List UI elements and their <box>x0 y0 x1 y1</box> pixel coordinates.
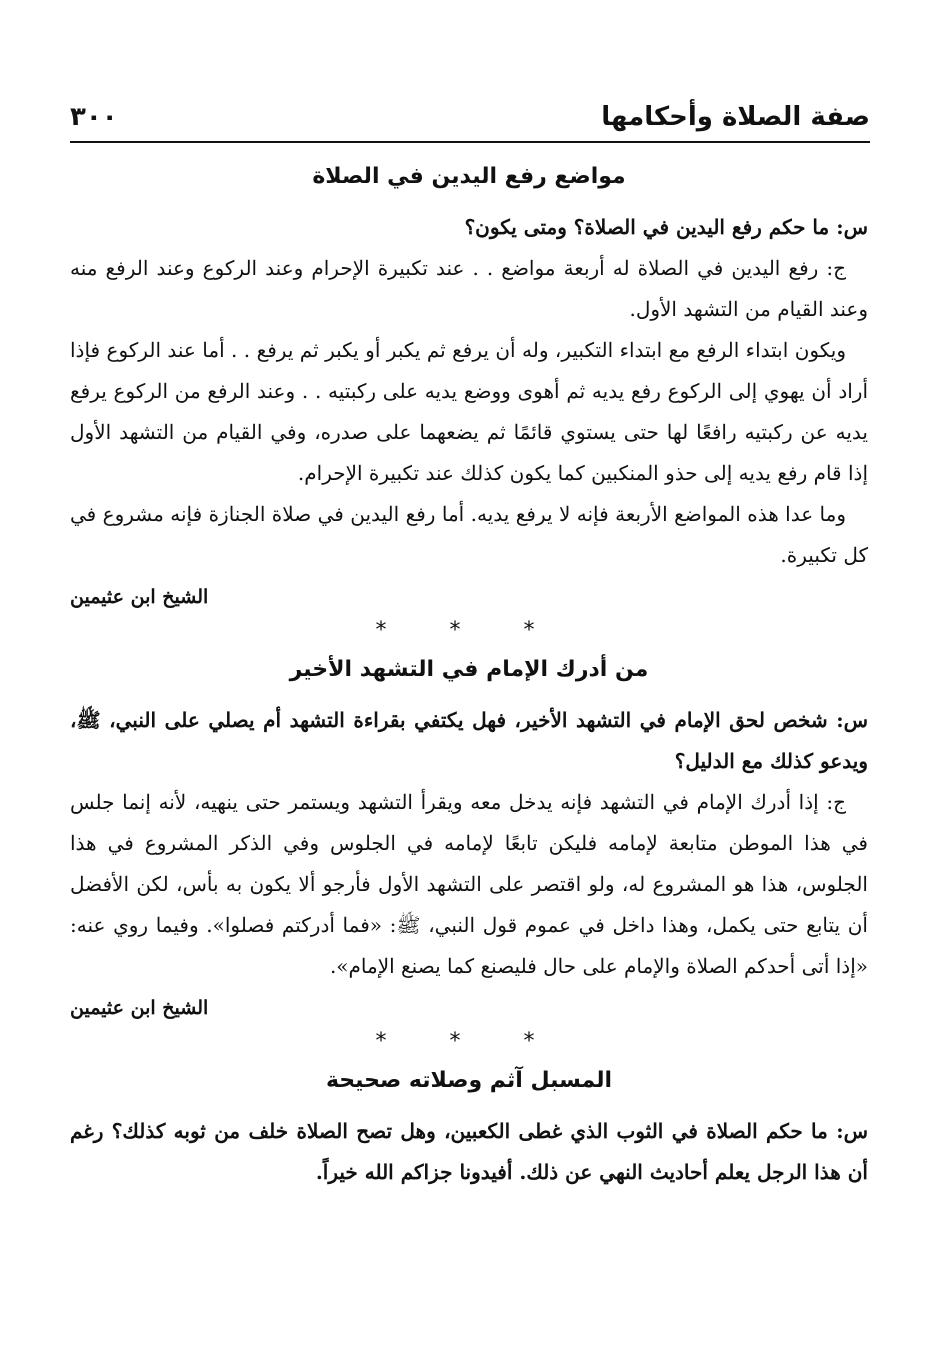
answer-paragraph: وما عدا هذه المواضع الأربعة فإنه لا يرفع يديه. أما رفع اليدين في صلاة الجنازة فإنه مشروع في كل تكبيرة. <box>70 502 868 567</box>
section-separator: * * * <box>375 618 563 643</box>
section-separator: * * * <box>375 1029 563 1054</box>
answer-paragraph: ج: إذا أدرك الإمام في التشهد فإنه يدخل معه ويقرأ التشهد ويستمر حتى ينهيه، لأنه إنما جلس في هذا الموطن متابعة لإمامه فليكن تابعًا لإمامه في الجلوس وفي الذكر المشروع في هذا الجلوس، هذا هو المشروع له، ولو اقتصر على التشهد الأول فأرجو ألا يكون به بأس، لكن الأفضل أن يتابع حتى يكمل، وهذا داخل في عموم قول النبي، ﷺ: «فما أدركتم فصلوا». وفيما روي عنه: «إذا أتى أحدكم الصلاة والإمام على حال فليصنع كما يصنع الإمام». <box>70 790 868 978</box>
answer-paragraph: ويكون ابتداء الرفع مع ابتداء التكبير، وله أن يرفع ثم يكبر أو يكبر ثم يرفع . . أما عند الركوع فإذا أراد أن يهوي إلى الركوع رفع يديه ثم أهوى ووضع يديه على ركبتيه . . وعند الرفع من الركوع يرفع يديه عن ركبتيه رافعًا لها حتى يستوي قائمًا ثم يضعهما على صدره، وفي القيام من التشهد الأول إذا قام رفع يديه إلى حذو المنكبين كما يكون كذلك عند تكبيرة الإحرام. <box>70 338 868 485</box>
page-content <box>70 150 868 1193</box>
section-last-tashahhud <box>70 657 868 1019</box>
section-raising-hands <box>70 164 868 608</box>
running-title: صفة الصلاة وأحكامها <box>601 102 870 132</box>
page-number: ٣٠٠ <box>70 102 118 132</box>
author-signature: الشيخ ابن عثيمين <box>70 997 209 1019</box>
section-title: المسبل آثم وصلاته صحيحة <box>325 1068 613 1093</box>
section-musbil <box>70 1068 868 1193</box>
question-text: س: ما حكم رفع اليدين في الصلاة؟ ومتى يكون؟ <box>464 215 868 239</box>
question-text: س: ما حكم الصلاة في الثوب الذي غطى الكعبين، وهل تصح الصلاة خلف من ثوبه كذلك؟ رغم أن هذا الرجل يعلم أحاديث النهي عن ذلك. أفيدونا جزاكم الله خيراً. <box>70 1119 868 1184</box>
section-title: من أدرك الإمام في التشهد الأخير <box>289 657 649 682</box>
question-text: س: شخص لحق الإمام في التشهد الأخير، فهل يكتفي بقراءة التشهد أم يصلي على النبي، ﷺ، ويدعو كذلك مع الدليل؟ <box>70 708 868 773</box>
author-signature: الشيخ ابن عثيمين <box>70 586 209 608</box>
header-rule <box>70 141 870 143</box>
section-title: مواضع رفع اليدين في الصلاة <box>312 164 626 189</box>
page-header <box>70 92 870 132</box>
answer-paragraph: ج: رفع اليدين في الصلاة له أربعة مواضع . . عند تكبيرة الإحرام وعند الركوع وعند الرفع منه وعند القيام من التشهد الأول. <box>70 256 868 321</box>
